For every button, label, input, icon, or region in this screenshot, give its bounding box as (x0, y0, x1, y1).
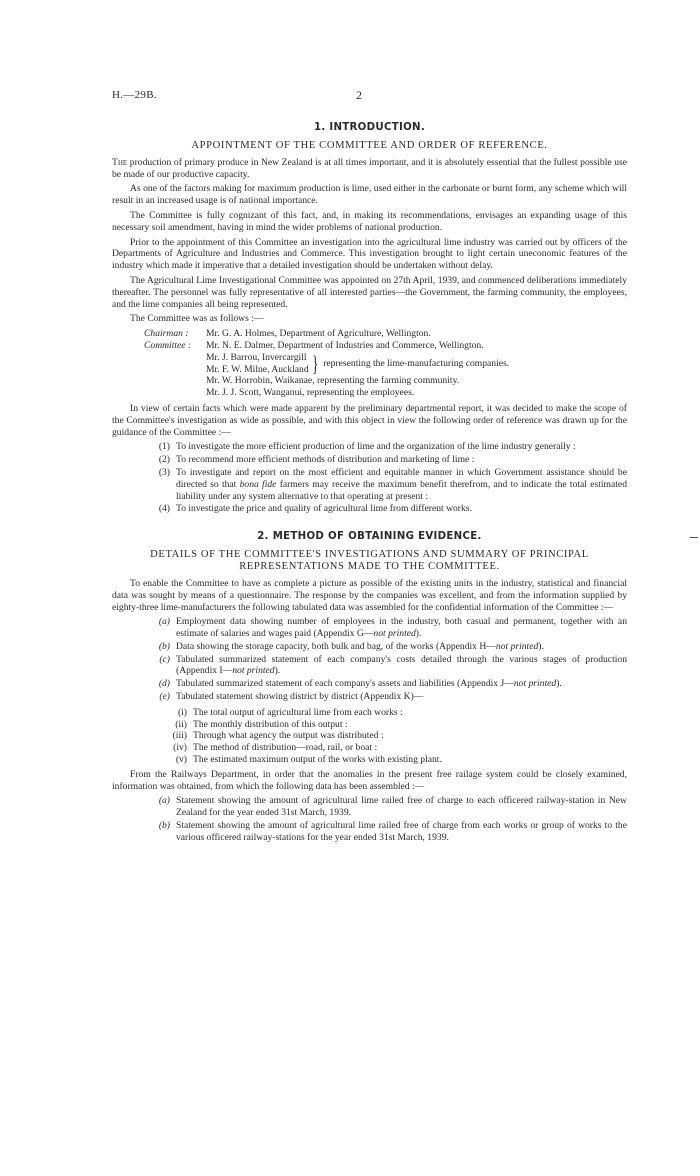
sublist-item-label: (iv) (173, 742, 187, 754)
member-role-label: Chairman : (144, 328, 189, 340)
list-item (112, 678, 627, 690)
sublist-item-text: The monthly distribution of this output : (193, 718, 348, 730)
list-item-text: Statement showing the amount of agricultural lime railed free of charge from each works or group of works to the various officered railway-stations for the year ended 31st March, 1939. (176, 820, 627, 843)
list-item (112, 795, 627, 819)
subheading-appointment: APPOINTMENT OF THE COMMITTEE AND ORDER OF REFERENCE. (191, 139, 548, 151)
section-gap (112, 519, 627, 527)
member-row (144, 375, 627, 387)
member-role-label: Committee : (144, 339, 192, 351)
list-item-label (112, 678, 176, 690)
member-name: Mr. G. A. Holmes, Department of Agriculture, Wellington. (206, 328, 431, 340)
brace-glyph: } (311, 350, 319, 376)
member-role-spacer (144, 375, 206, 387)
paragraph: As one of the factors making for maximum production is lime, used either in the carbonate or burnt form, any scheme which will result in an increased usage is of national importance. (112, 183, 627, 207)
member-row (144, 328, 627, 340)
italic-run: not printed (513, 678, 557, 690)
text-run: Tabulated summarized statement of each company's assets and liabilities (Appendix J— (176, 678, 514, 690)
page-header (0, 90, 700, 104)
sublist-item-label: (iii) (172, 730, 187, 742)
list-item-label (112, 641, 176, 653)
list-item-label (112, 795, 176, 819)
section-heading-method: 2. METHOD OF OBTAINING EVIDENCE. (257, 531, 482, 543)
label-text: (b) (158, 820, 170, 832)
list-item (112, 454, 627, 466)
paragraph: The Agricultural Lime Investigational Committee was appointed on 27th April, 1939, and commenced deliberations immediately thereafter. The personnel was fully representative of all interested parties—the Government, the farming community, the employees, and the lime companies all being represented. (112, 274, 627, 310)
list-item-text: To recommend more efficient methods of distribution and marketing of lime : (176, 454, 475, 466)
label-text: (a) (158, 616, 170, 628)
italic-run: not printed (232, 665, 275, 677)
margin-mark (690, 537, 698, 538)
paragraph: Prior to the appointment of this Committee an investigation into the agricultural lime industry was carried out by officers of the Departments of Agriculture and Industries and Commerce. This investigation brought to light certain uneconomic features of the industry which made it imperative that a detailed investigation should be undertaken without delay. (112, 236, 627, 272)
sublist-item-label: (i) (177, 706, 187, 718)
list-item (112, 503, 627, 515)
sublist-item-text: The method of distribution—road, rail, or boat : (193, 742, 378, 754)
member-pair-note: representing the lime-manufacturing companies. (323, 357, 510, 369)
list-item-text: Statement showing the amount of agricultural lime railed free of charge to each officered railway-station in New Zealand for the year ended 31st March, 1939. (176, 795, 627, 819)
sublist-item (112, 707, 627, 719)
sublist-item (112, 754, 627, 766)
paragraph: The Committee was as follows :— (130, 313, 264, 325)
list-item (112, 616, 627, 640)
member-row (144, 387, 627, 399)
subheading-details: DETAILS OF THE COMMITTEE'S INVESTIGATIONS AND SUMMARY OF PRINCIPAL REPRESENTATIONS MADE TO THE COMMITTEE. (150, 548, 589, 572)
list-item-label: (1) (158, 441, 170, 453)
list-item-label: (4) (158, 503, 170, 515)
list-item-text (176, 616, 627, 640)
page-number: 2 (356, 88, 362, 102)
label-text: (d) (158, 678, 170, 690)
section-heading-introduction: 1. INTRODUCTION. (313, 122, 426, 133)
list-item-label (112, 691, 176, 703)
tabulated-data-list (112, 616, 627, 703)
list-item (112, 820, 627, 844)
text-run: Data showing the storage capacity, both bulk and bag, of the works (Appendix H— (176, 640, 496, 652)
list-item-text (176, 467, 627, 502)
list-item (112, 441, 627, 453)
italic-run: not printed (495, 640, 539, 652)
text-run: ). (274, 665, 281, 677)
label-text: (b) (158, 640, 170, 652)
sublist-item-text: The total output of agricultural lime from each works : (193, 706, 403, 718)
sublist-item (112, 730, 627, 742)
list-item-label (112, 616, 176, 640)
list-item-label (112, 820, 176, 844)
list-item-text: Tabulated statement showing district by district (Appendix K)— (176, 691, 424, 703)
paragraph: To enable the Committee to have as complete a picture as possible of the existing units in the industry, statistical and financial data was sought by means of a questionnaire. The response by the companies was excellent, and from the information supplied by eighty-three lime-manufacturers the following tabulated data was assembled for the confidential information of the Committee :— (112, 577, 627, 613)
label-text: (a) (158, 795, 170, 807)
text-run: farmers may receive the maximum benefit therefrom, and to indicate the total estimated liability under any system alternative to that operating at present : (176, 478, 627, 502)
member-pair (206, 352, 627, 376)
list-item-label: (2) (158, 454, 170, 466)
paragraph-text: production of primary produce in New Zealand is at all times important, and it is absolutely essential that the fullest possible use be made of our productive capacity. (112, 156, 627, 180)
paragraph: In view of certain facts which were made apparent by the preliminary departmental report, it was decided to make the scope of the Committee's investigation as wide as possible, and with this object in view the following order of reference was drawn up for the guidance of the Committee :— (112, 402, 627, 438)
list-item-text (176, 641, 627, 653)
member-name: Mr. N. E. Dalmer, Department of Industries and Commerce, Wellington. (206, 339, 484, 351)
paragraph: The Committee is fully cognizant of this fact, and, in making its recommendations, envisages an expanding usage of this necessary soil amendment, having in mind the wider problems of national production. (112, 209, 627, 233)
sublist-item-label: (ii) (175, 718, 187, 730)
text-run: ). (538, 640, 544, 652)
text-run: To investigate and report on the most efficient and equitable manner in which Government assistance should be directed so that (176, 466, 627, 490)
railway-data-list (112, 795, 627, 843)
lead-word: The (112, 156, 128, 168)
text-run: Employment data showing number of employees in the industry, both casual and permanent, together with an estimate of salaries and wages paid (Appendix G— (176, 616, 627, 640)
list-item-text: To investigate the price and quality of agricultural lime from different works. (176, 503, 472, 515)
list-item-label (112, 654, 176, 678)
text-run: Tabulated summarized statement of each company's costs detailed through the various stages of production (Appendix I— (176, 653, 627, 677)
list-item-text (176, 678, 627, 690)
paragraph: From the Railways Department, in order that the anomalies in the present free railage system could be closely examined, information was obtained, from which the following data has been assembled :— (112, 768, 627, 792)
member-role-spacer (144, 387, 206, 399)
label-text: (e) (159, 691, 170, 703)
district-statement-sublist (112, 707, 627, 766)
paragraph (112, 157, 627, 181)
text-run: ). (556, 678, 562, 690)
member-pair-names (206, 352, 309, 376)
list-item-text: To investigate the more efficient production of lime and the organization of the lime industry generally : (176, 441, 576, 453)
member-name: Mr. J. Barrou, Invercargill (206, 351, 307, 363)
member-name: Mr. W. Horrobin, Waikanae, representing the farming community. (206, 375, 460, 387)
member-row (144, 340, 627, 352)
sublist-item-text: Through what agency the output was distributed : (193, 730, 384, 742)
text-run: ). (415, 628, 422, 640)
member-name: Mr. F. W. Milne, Auckland (206, 363, 309, 375)
list-item (112, 654, 627, 678)
sublist-item (112, 719, 627, 731)
list-item (112, 467, 627, 502)
sublist-item-label: (v) (175, 754, 187, 766)
sublist-item-text: The estimated maximum output of the works with existing plant. (193, 754, 442, 766)
order-of-reference-list (112, 441, 627, 515)
italic-run: not printed (373, 628, 416, 640)
list-item (112, 641, 627, 653)
list-item (112, 691, 627, 703)
label-text: (c) (159, 653, 170, 665)
list-item-text (176, 654, 627, 678)
member-name: Mr. J. J. Scott, Wanganui, representing the employees. (206, 387, 415, 399)
report-reference: H.—29B. (112, 89, 157, 101)
list-item-label: (3) (158, 466, 170, 478)
document-body (112, 118, 627, 848)
italic-run: bona fide (239, 478, 277, 490)
sublist-item (112, 742, 627, 754)
committee-members (144, 328, 627, 399)
